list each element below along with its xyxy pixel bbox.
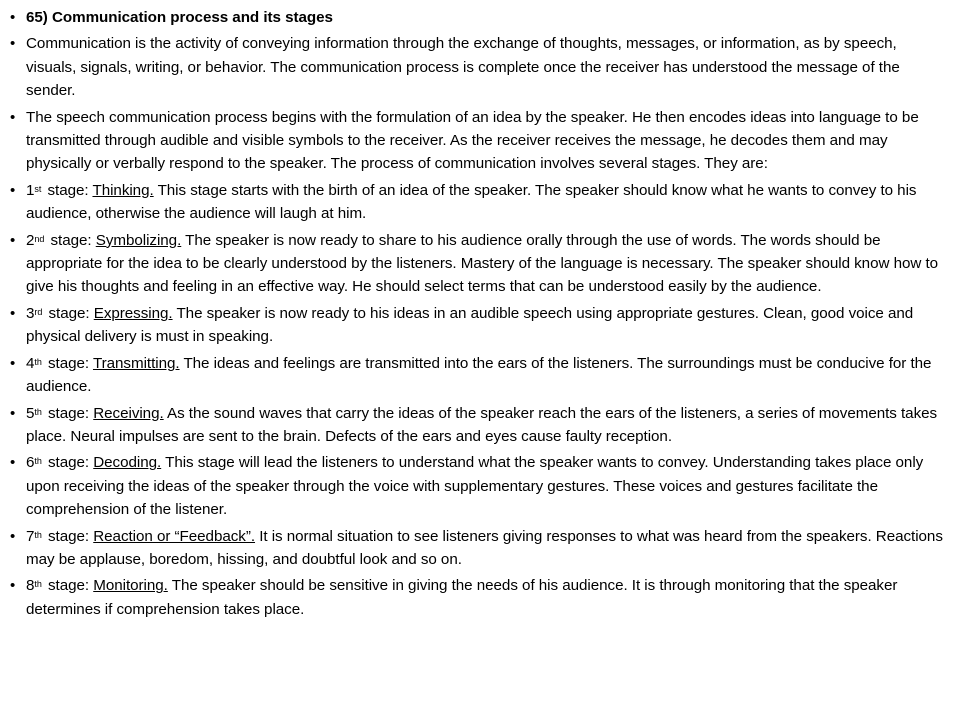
paragraph-text: The speech communication process begins with the formulation of an idea by the speaker. He then encodes ideas into language to be transmitted through audible and visible symbols to the receiver. As the receiver receives the message, he decodes them and may physically or verbally respond to the speaker. The process of communication involves several stages. They are: xyxy=(26,108,919,173)
stage-number: 7 xyxy=(26,527,35,545)
bullet-dot-icon: • xyxy=(10,354,16,372)
bullet-dot-icon: • xyxy=(10,404,16,422)
stage-ordinal: th xyxy=(34,406,42,417)
stage-name: Decoding. xyxy=(93,454,162,472)
bullet-dot-icon: • xyxy=(10,304,16,322)
slide-title: 65) Communication process and its stages xyxy=(26,9,333,26)
stage-bullet-6 xyxy=(8,451,946,521)
stage-number: 3 xyxy=(26,304,35,322)
stage-name: Receiving. xyxy=(93,404,164,422)
stage-ordinal: rd xyxy=(34,306,43,317)
paragraph-text: Communication is the activity of conveying information through the exchange of thoughts, messages, or information, as by speech, visuals, signals, writing, or behavior. The communication process is complete once the receiver has understood the message of the sender. xyxy=(26,35,900,100)
stage-ordinal: th xyxy=(34,356,42,367)
stage-ordinal: th xyxy=(34,579,42,590)
stage-ordinal: th xyxy=(34,456,42,467)
stage-text: The speaker should be sensitive in giving the needs of his audience. It is through monitoring that the speaker determines if comprehension takes place. xyxy=(26,577,898,618)
stage-word: stage: xyxy=(47,181,89,199)
stage-number: 1 xyxy=(26,181,35,199)
bullet-dot-icon: • xyxy=(10,577,16,595)
bullet-dot-icon: • xyxy=(10,527,16,545)
stage-word: stage: xyxy=(47,404,90,422)
stage-number: 5 xyxy=(26,404,35,422)
stage-ordinal: th xyxy=(34,529,42,540)
bullet-dot-icon: • xyxy=(10,454,16,472)
stage-name: Thinking. xyxy=(92,181,154,199)
stage-text: This stage starts with the birth of an idea of the speaker. The speaker should know what he wants to convey to his audience, otherwise the audience will laugh at him. xyxy=(26,181,917,223)
stage-word: stage: xyxy=(47,354,90,372)
bullet-dot-icon: • xyxy=(10,181,16,199)
paragraph-bullet xyxy=(8,32,946,102)
stage-name: Monitoring. xyxy=(93,577,168,595)
stage-bullet-1 xyxy=(8,179,946,226)
stage-text: It is normal situation to see listeners giving responses to what was heard from the speakers. Reactions may be applause, boredom, hissing, and doubtful look and so on. xyxy=(26,527,943,568)
stage-ordinal: st xyxy=(34,183,42,194)
stage-number: 6 xyxy=(26,454,35,472)
stage-word: stage: xyxy=(50,231,92,249)
bullet-dot-icon: • xyxy=(10,108,16,126)
stage-name: Reaction or “Feedback”. xyxy=(93,527,256,545)
stage-text: As the sound waves that carry the ideas of the speaker reach the ears of the listeners, a series of movements takes place. Neural impulses are sent to the brain. Defects of the ears and eyes cause faulty reception. xyxy=(26,404,938,445)
stage-text: The speaker is now ready to share to his audience orally through the use of words. The words should be appropriate for the idea to be clearly understood by the listeners. Mastery of the language is necessary. The speaker should know how to give his thoughts and feeling in an effective way. He should select terms that can be understood easily by the audience. xyxy=(26,231,939,296)
stage-number: 8 xyxy=(26,577,35,595)
stage-name: Transmitting. xyxy=(92,354,180,372)
stage-name: Expressing. xyxy=(93,304,173,322)
stage-name: Symbolizing. xyxy=(95,231,182,249)
paragraph-bullet xyxy=(8,106,946,176)
stage-ordinal: nd xyxy=(34,233,45,244)
stage-word: stage: xyxy=(47,577,90,595)
stage-word: stage: xyxy=(48,304,90,322)
bullet-dot-icon: • xyxy=(10,35,16,53)
bullet-list xyxy=(8,6,946,621)
stage-word: stage: xyxy=(47,454,90,472)
stage-text: The speaker is now ready to his ideas in an audible speech using appropriate gestures. Clean, good voice and physical delivery is must in speaking. xyxy=(26,304,914,346)
stage-text: This stage will lead the listeners to understand what the speaker wants to convey. Understanding takes place only upon receiving the ideas of the speaker through the voice with supplementary gestures. These voices and gestures facilitate the comprehension of the listener. xyxy=(26,454,924,519)
stage-bullet-5 xyxy=(8,402,946,449)
stage-bullet-8 xyxy=(8,574,946,621)
stage-text: The ideas and feelings are transmitted into the ears of the listeners. The surroundings must be conducive for the audience. xyxy=(26,354,932,396)
stage-number: 4 xyxy=(26,354,35,372)
stage-number: 2 xyxy=(26,231,35,249)
stage-bullet-2 xyxy=(8,229,946,299)
stage-bullet-4 xyxy=(8,352,946,399)
stage-word: stage: xyxy=(47,527,90,545)
bullet-dot-icon: • xyxy=(10,9,16,26)
stage-bullet-7 xyxy=(8,525,946,572)
title-bullet xyxy=(8,6,946,29)
bullet-dot-icon: • xyxy=(10,231,16,249)
stage-bullet-3 xyxy=(8,302,946,349)
